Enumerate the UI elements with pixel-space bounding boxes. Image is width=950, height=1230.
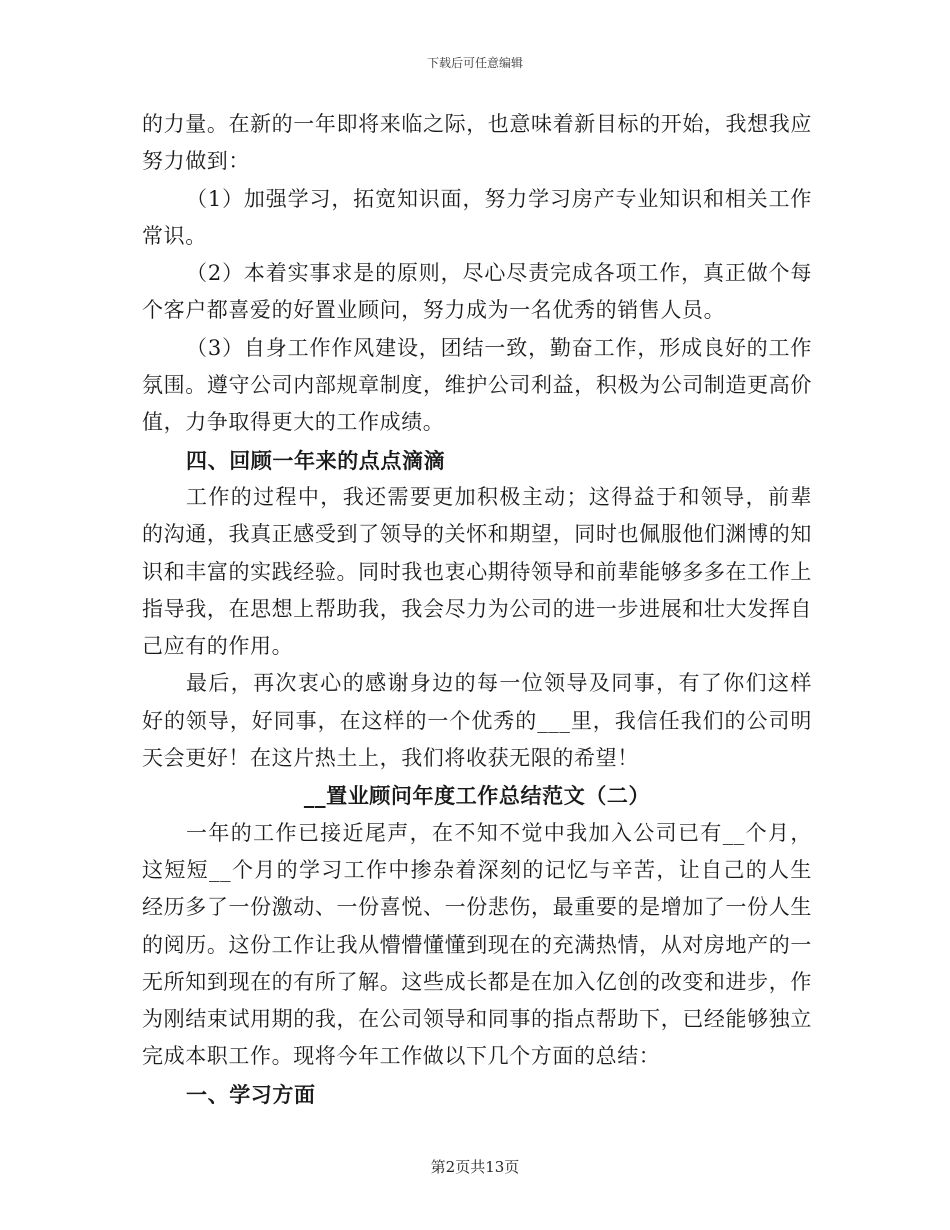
page-header-note: 下载后可任意编辑 — [426, 56, 523, 70]
list-item-2: （2）本着实事求是的原则，尽心尽责完成各项工作，真正做个每个客户都喜爱的好置业顾问，努力成为一名优秀的销售人员。 — [142, 261, 812, 323]
section-heading-1: 一、学习方面 — [186, 1081, 316, 1107]
section-heading-4: 四、回顾一年来的点点滴滴 — [186, 447, 446, 473]
paragraph-review: 工作的过程中，我还需要更加积极主动；这得益于和领导，前辈的沟通，我真正感受到了领导的关怀和期望，同时也佩服他们渊博的知识和丰富的实践经验。同时我也衷心期待领导和前辈能够多多在工作上指导我，在思想上帮助我，我会尽力为公司的进一步进展和壮大发挥自己应有的作用。 — [142, 484, 812, 659]
paragraph-intro: 一年的工作已接近尾声，在不知不觉中我加入公司已有__个月，这短短__个月的学习工作中掺杂着深刻的记忆与辛苦，让自己的人生经历多了一份激动、一份喜悦、一份悲伤，最重要的是增加了一份人生的阅历。这份工作让我从懵懵懂懂到现在的充满热情，从对房地产的一无所知到现在的有所了解。这些成长都是在加入亿创的改变和进步，作为刚结束试用期的我，在公司领导和同事的指点帮助下，已经能够独立完成本职工作。现将今年工作做以下几个方面的总结： — [142, 820, 812, 1069]
paragraph-continuation: 的力量。在新的一年即将来临之际，也意味着新目标的开始，我想我应努力做到： — [142, 112, 812, 174]
page-number: 第2页共13页 — [430, 1158, 520, 1176]
list-item-1: （1）加强学习，拓宽知识面，努力学习房产专业知识和相关工作常识。 — [142, 186, 812, 248]
list-item-3: （3）自身工作作风建设，团结一致，勤奋工作，形成良好的工作氛围。遵守公司内部规章制度，维护公司利益，积极为公司制造更高价值，力争取得更大的工作成绩。 — [142, 335, 812, 435]
document-title: __置业顾问年度工作总结范文（二） — [303, 783, 651, 809]
document-body — [142, 106, 812, 1113]
paragraph-closing: 最后，再次衷心的感谢身边的每一位领导及同事，有了你们这样好的领导，好同事，在这样的一个优秀的___里，我信任我们的公司明天会更好！在这片热土上，我们将收获无限的希望！ — [142, 671, 812, 771]
